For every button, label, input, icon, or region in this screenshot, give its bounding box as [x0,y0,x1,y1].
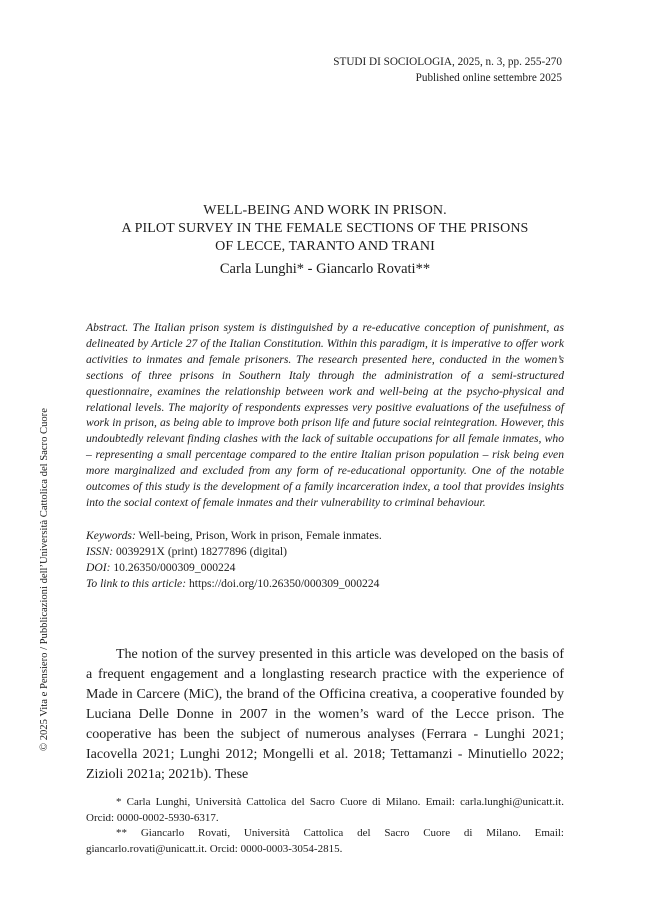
body-paragraph: The notion of the survey presented in this article was developed on the basis of a frequent engagement and a longlasting research practice with the experience of Made in Carcere (MiC), the brand of the Officina creativa, a cooperative founded by Luciana Delle Donne in 2007 in the women’s ward of the Lecce prison. The cooperative has been the subject of numerous analyses (Ferrara - Lunghi 2021; Iacovella 2021; Lunghi 2012; Mongelli et al. 2018; Tettamanzi - Minutiello 2022; Zizioli 2021a; 2021b). These [86,647,564,782]
keywords-row [86,528,382,544]
doi-value[interactable]: 10.26350/000309_000224 [113,560,236,574]
keywords-value: Well-being, Prison, Work in prison, Female inmates. [138,529,382,542]
authors: Carla Lunghi* - Giancarlo Rovati** [219,261,431,277]
title-line-1: WELL-BEING AND WORK IN PRISON. [203,203,447,218]
title-line-2: A PILOT SURVEY IN THE FEMALE SECTIONS OF THE PRISONS [121,221,529,236]
issn-row [86,544,382,560]
doi-row [86,560,382,576]
keywords-label: Keywords: [86,529,136,542]
journal-citation: STUDI DI SOCIOLOGIA, 2025, n. 3, pp. 255-270 [333,56,562,68]
link-label: To link to this article: [86,576,187,590]
doi-label: DOI: [86,560,111,574]
published-date: Published online settembre 2025 [415,72,562,84]
footnote-2: ** Giancarlo Rovati, Università Cattolica del Sacro Cuore di Milano. Email: giancarlo.rovati@unicatt.it. Orcid: 0000-0003-3054-2815. [86,827,564,855]
footnotes [86,795,564,857]
footnote-1: * Carla Lunghi, Università Cattolica del Sacro Cuore di Milano. Email: carla.lunghi@unicatt.it. Orcid: 0000-0002-5930-6317. [86,796,564,824]
article-title [0,202,650,256]
article-meta [86,528,382,592]
side-copyright: © 2025 Vita e Pensiero / Pubblicazioni dell’Università Cattolica del Sacro Cuore [39,408,50,751]
issn-label: ISSN: [86,544,114,558]
link-row [86,576,382,592]
title-line-3: OF LECCE, TARANTO AND TRANI [215,239,435,254]
issn-value: 0039291X (print) 18277896 (digital) [115,544,287,558]
abstract: Abstract. The Italian prison system is distinguished by a re-educative conception of punishment, as delineated by Article 27 of the Italian Constitution. Within this paradigm, it is imperative to offer work activities to inmates and female prisoners. The research presented here, conducted in the women’s sections of three prisons in Southern Italy through the administration of a semi-structured questionnaire, examines the relationship between work and well-being at the psycho-physical and relational levels. The majority of respondents expresses very positive evaluations of the usefulness of work in prison, as being able to improve both prison life and future social reintegration. However, this undoubtedly relevant finding clashes with the lack of suitable occupations for all female inmates, who – representing a small percentage compared to the entire Italian prison population – risk being even more marginalized and excluded from any form of re-educational opportunity. One of the notable outcomes of this study is the development of a family incarceration index, a tool that provides insights into the social context of female inmates and their vulnerability to criminal behaviour. [86,321,564,509]
journal-header [333,54,562,86]
article-link[interactable]: https://doi.org/10.26350/000309_000224 [188,576,380,590]
